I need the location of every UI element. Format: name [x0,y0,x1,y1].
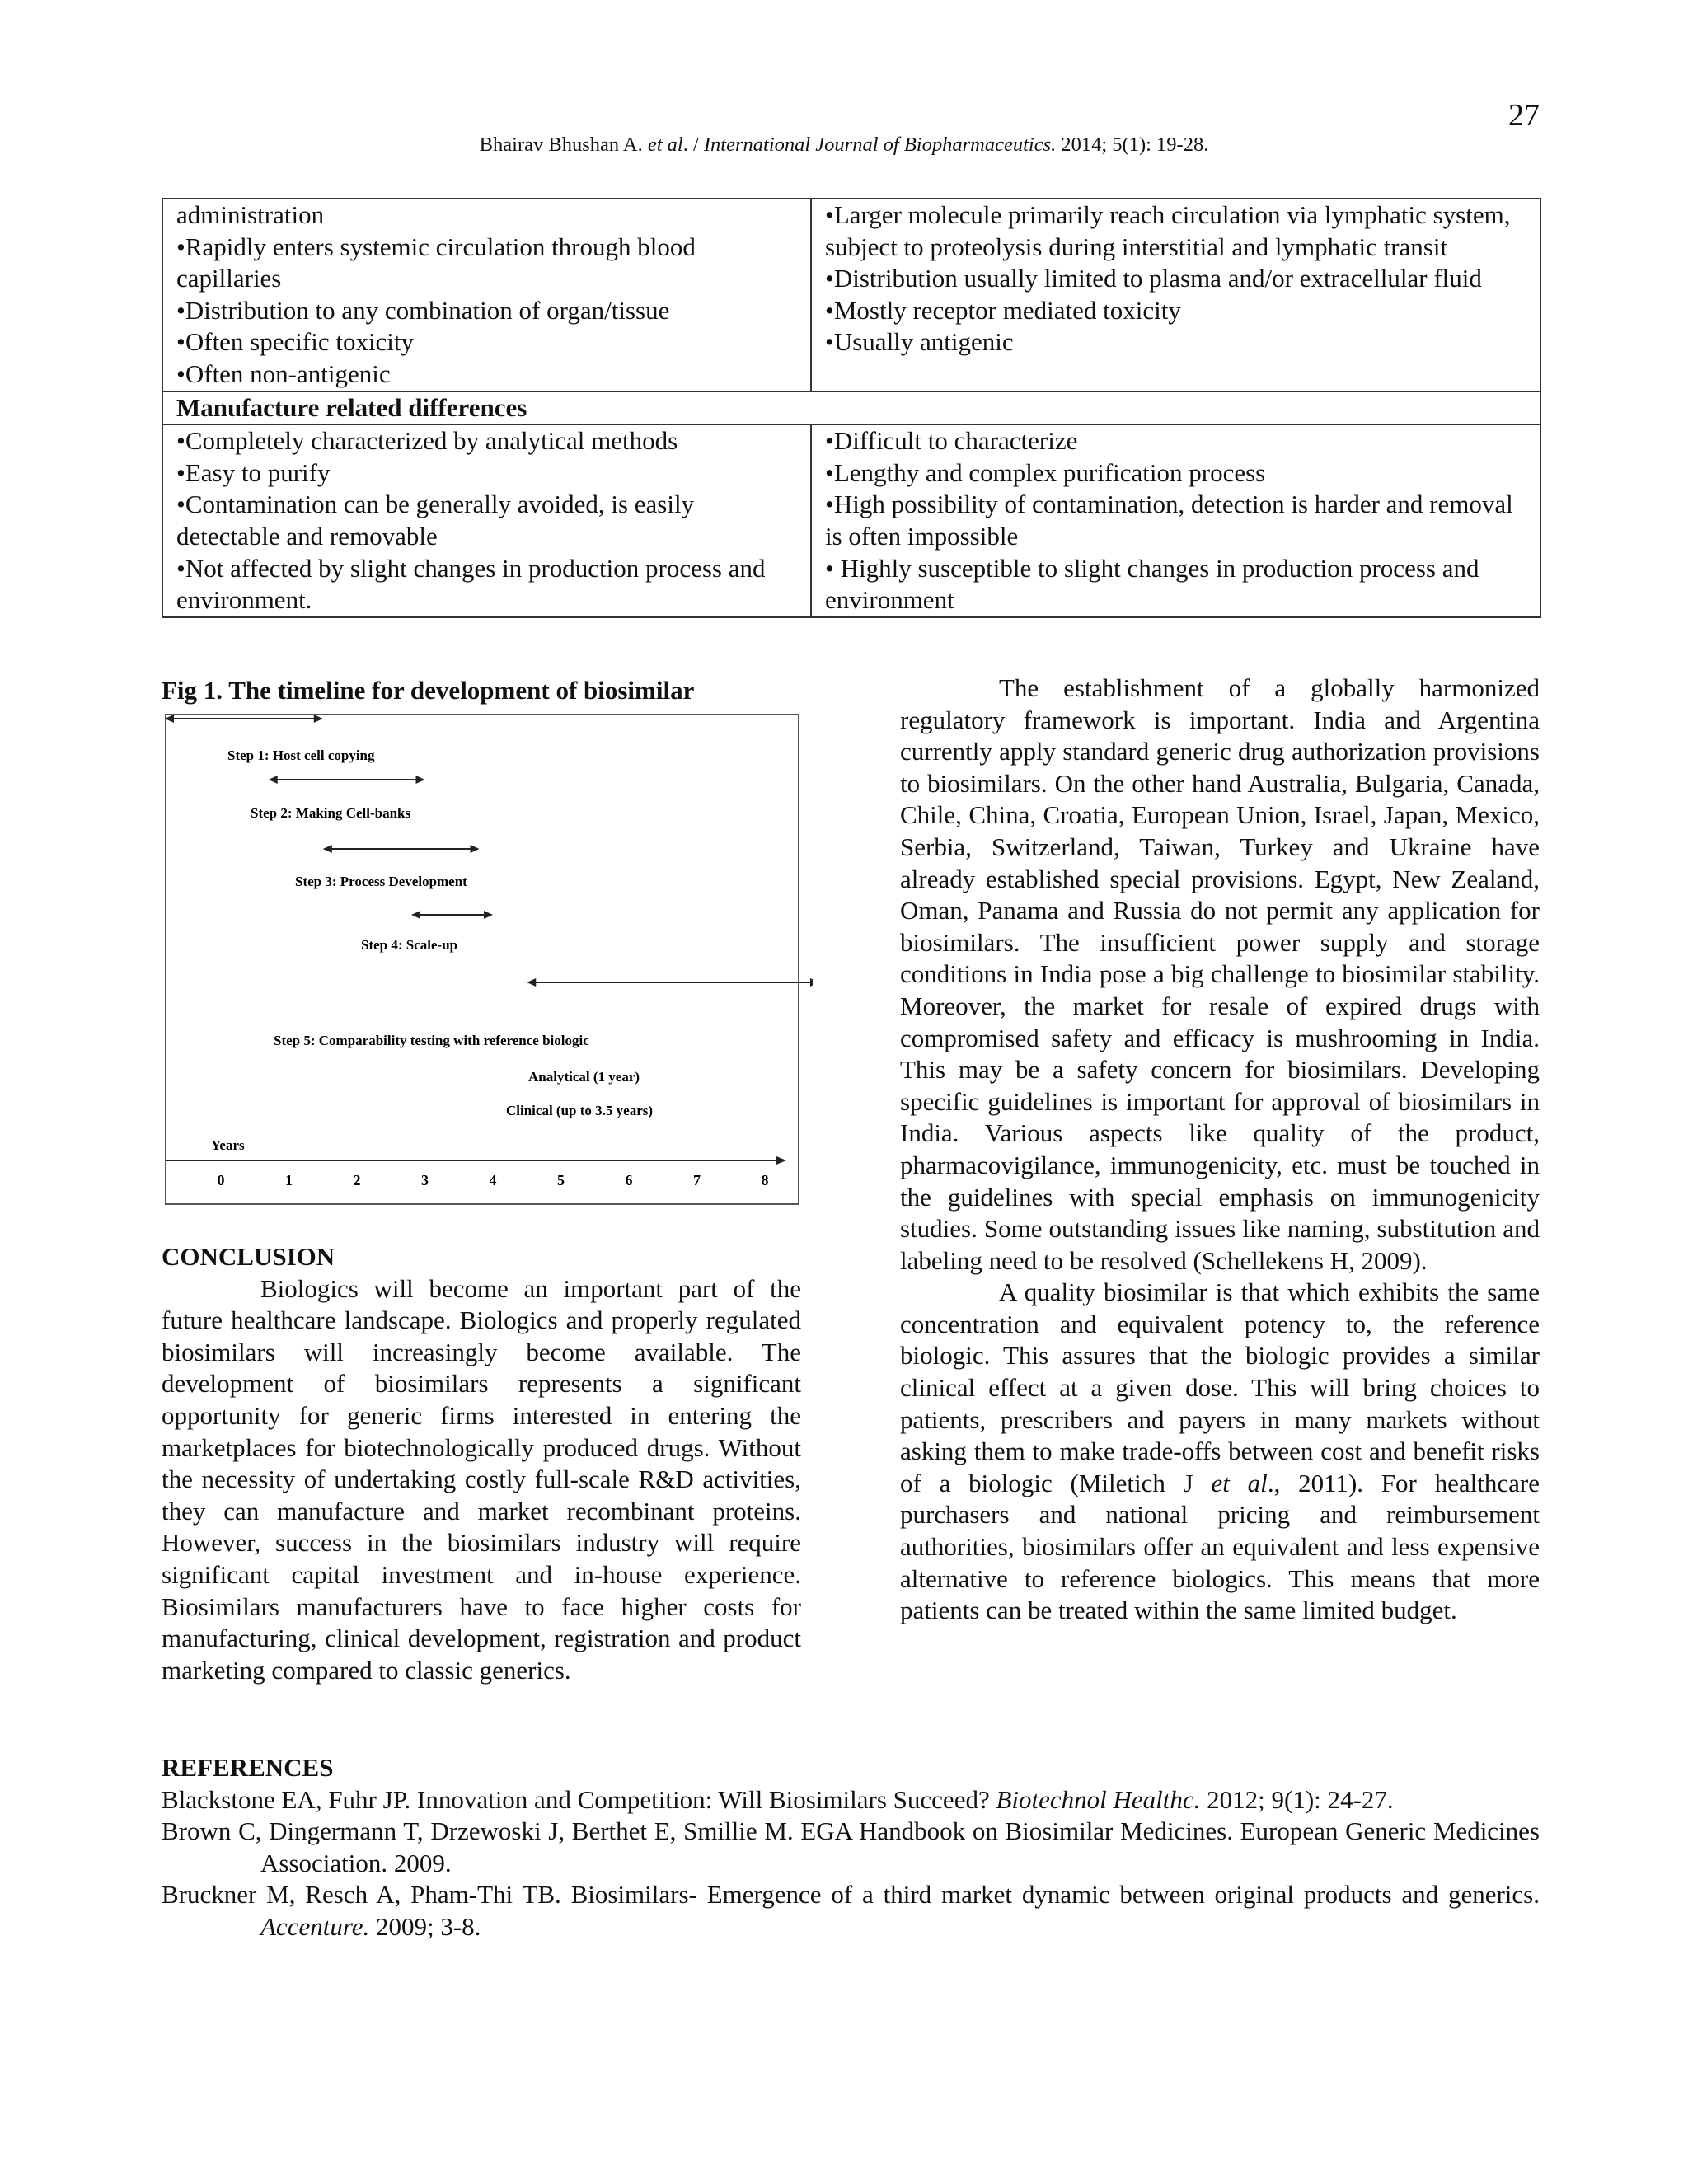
conclusion-paragraph: Biologics will become an important part of the future healthcare landscape. Biologics and properly regulated biosimilars will increasingly become available. The development of biosimilars represents a significant opportunity for generic firms interested in entering the marketplaces for biotechnologically produced drugs. Without the necessity of undertaking costly full-scale R&D activities, they can manufacture and market recombinant proteins. However, success in the biosimilars industry will require significant capital investment and in-house experience. Biosimilars manufacturers have to face higher costs for manufacturing, clinical development, registration and product marketing compared to classic generics. [162,1273,801,1685]
clinical-label: Clinical (up to 3.5 years) [506,1103,654,1118]
table-line: •Distribution usually limited to plasma and/or extracellular fluid [825,264,1482,293]
table-line: •Often non-antigenic [176,359,391,388]
axis-label: Years [211,1137,245,1153]
tick-label: 0 [217,1172,225,1188]
header-citation: 2014; 5(1): 19-28. [1061,134,1209,156]
timeline-figure [162,710,813,1213]
ref-text: Brown C, Dingermann T, Drzewoski J, Berthet E, Smillie M. EGA Handbook on Biosimilar Medicines. European Generic Medicines Association. 2009. [162,1816,1540,1877]
table-row [162,424,1540,617]
table-line: •Larger molecule primarily reach circulation via lymphatic system, subject to proteolysis during interstitial and lymphatic transit [825,200,1511,261]
header-et-al: et al [647,134,683,156]
tick-label: 3 [421,1172,429,1188]
table-section-title: Manufacture related differences [162,391,1540,425]
ref-text: Bruckner M, Resch A, Pham-Thi TB. Biosimilars- Emergence of a third market dynamic between original products and generics. [162,1880,1540,1910]
table-line: •Lengthy and complex purification process [825,457,1266,487]
table-row [162,199,1540,391]
comparison-table [162,198,1541,618]
step-5-label: Step 5: Comparability testing with reference biologic [274,1033,589,1048]
step-2-label: Step 2: Making Cell-banks [251,805,411,821]
step-5-arrow [527,978,813,987]
references-section [162,1752,1540,1943]
reference-item [162,1784,1540,1816]
step-2-arrow [269,776,425,784]
axis-ticks [218,1172,769,1188]
table-line: •Difficult to characterize [825,426,1078,456]
quality-et-al: et al [1211,1468,1268,1497]
conclusion-column [162,1241,801,1686]
references-heading: REFERENCES [162,1753,334,1782]
step-4-label: Step 4: Scale-up [361,937,458,953]
quality-paragraph [900,1277,1540,1627]
step-1-label: Step 1: Host cell copying [227,748,375,763]
reference-item [162,1816,1540,1879]
table-cell-biologic [811,199,1540,391]
ref-text-tail: 2009; 3-8. [369,1911,481,1941]
table-cell-small-molecule [162,199,811,391]
step-4-arrow [411,911,493,919]
tick-label: 4 [489,1172,497,1188]
tick-label: 8 [761,1172,769,1188]
quality-text-b: ., 2011). For healthcare purchasers and national pricing and reimbursement authorities, biosimilars offer an equivalent and less expensive alternative to reference biologics. This means that more patients can be treated within the same limited budget. [900,1468,1540,1625]
quality-text-a: A quality biosimilar is that which exhibits the same concentration and equivalent potency to, the reference biologic. This assures that the biologic provides a similar clinical effect at a given dose. This will bring choices to patients, prescribers and payers in many markets without asking them to make trade-offs between cost and benefit risks of a biologic (Miletich J [900,1277,1540,1497]
running-header [0,134,1688,157]
ref-text: Blackstone EA, Fuhr JP. Innovation and Competition: Will Biosimilars Succeed? [162,1784,996,1814]
table-cell-small-molecule [162,424,811,617]
analytical-label: Analytical (1 year) [528,1069,640,1085]
table-line: •Often specific toxicity [176,327,415,357]
conclusion-heading: CONCLUSION [162,1242,335,1271]
tick-label: 1 [285,1172,293,1188]
table-line: •Rapidly enters systemic circulation through blood capillaries [176,232,696,293]
header-slash: . / [682,134,699,156]
tick-label: 6 [625,1172,633,1188]
ref-journal: Biotechnol Healthc. [996,1784,1201,1814]
table-line: • Highly susceptible to slight changes in production process and environment [825,553,1479,615]
tick-label: 2 [353,1172,361,1188]
table-line: •Mostly receptor mediated toxicity [825,295,1181,325]
time-axis [166,1156,786,1165]
header-journal: International Journal of Biopharmaceutics. [703,134,1057,156]
step-3-label: Step 3: Process Development [295,874,467,889]
timeline-steps [165,715,813,1048]
right-column [900,673,1540,1627]
ref-text-tail: 2012; 9(1): 24-27. [1200,1784,1394,1814]
tick-label: 7 [693,1172,701,1188]
table-line: •Usually antigenic [825,327,1014,357]
table-line: •Easy to purify [176,457,331,487]
step-3-arrow [323,845,480,853]
header-authors: Bhairav Bhushan A. [479,134,643,156]
step-1-arrow [165,715,323,723]
table-section-row [162,391,1540,425]
table-line: •Distribution to any combination of organ/tissue [176,295,670,325]
table-line: •High possibility of contamination, detection is harder and removal is often impossible [825,490,1513,551]
table-cell-biologic [811,424,1540,617]
table-line: administration [176,200,325,229]
table-line: •Contamination can be generally avoided, is easily detectable and removable [176,490,695,551]
tick-label: 5 [557,1172,565,1188]
table-line: •Completely characterized by analytical methods [176,426,678,456]
table-line: •Not affected by slight changes in production process and environment. [176,553,766,615]
figure-caption: Fig 1. The timeline for development of biosimilar [162,676,695,705]
ref-journal: Accenture. [260,1911,370,1941]
reference-item [162,1879,1540,1943]
page-number: 27 [1508,98,1540,133]
regulatory-paragraph: The establishment of a globally harmonized regulatory framework is important. India and Argentina currently apply standard generic drug authorization provisions to biosimilars. On the other hand Australia, Bulgaria, Canada, Chile, China, Croatia, European Union, Israel, Japan, Mexico, Serbia, Switzerland, Taiwan, Turkey and Ukraine have already established special provisions. Egypt, New Zealand, Oman, Panama and Russia do not permit any application for biosimilars. The insufficient power supply and storage conditions in India pose a big challenge to biosimilar stability. Moreover, the market for resale of expired drugs with compromised safety and efficacy is mushrooming in India. This may be a safety concern for biosimilars. Developing specific guidelines is important for approval of biosimilars in India. Various aspects like quality of the product, pharmacovigilance, immunogenicity, etc. must be touched in the guidelines with special emphasis on immunogenicity studies. Some outstanding issues like naming, substitution and labeling need to be resolved (Schellekens H, 2009). [900,673,1540,1275]
